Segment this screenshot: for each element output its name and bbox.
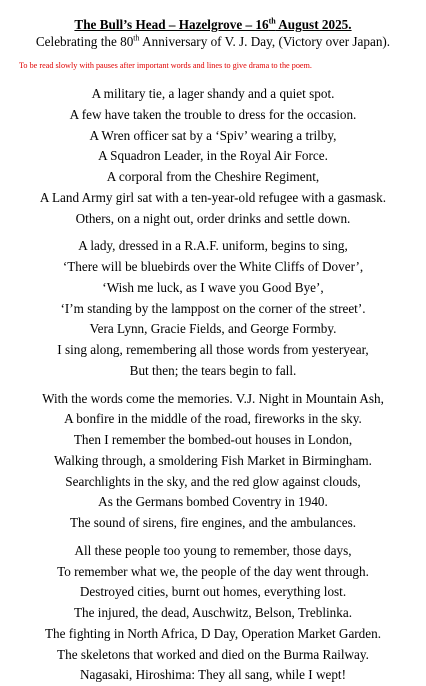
subtitle-post: Anniversary of V. J. Day, (Victory over Japan). — [139, 34, 391, 49]
poem-line: To remember what we, the people of the day went through. — [57, 563, 369, 579]
poem-line: A few have taken the trouble to dress for the occasion. — [69, 106, 357, 122]
poem-line: Then I remember the bombed-out houses in London, — [73, 432, 353, 447]
poem-line: The skeletons that worked and died on the Burma Railway. — [57, 646, 369, 662]
poem-subtitle — [0, 34, 426, 50]
stanza-3 — [0, 389, 426, 534]
poem-line: Nagasaki, Hiroshima: They all sang, while I wept! — [79, 667, 346, 683]
poem-line: The fighting in North Africa, D Day, Operation Market Garden. — [44, 625, 382, 641]
poem-line: Others, on a night out, order drinks and settle down. — [75, 210, 351, 226]
poem-line: I sing along, remembering all those words from yesteryear, — [57, 342, 369, 357]
reading-instruction: To be read slowly with pauses after important words and lines to give drama to the poem. — [19, 61, 312, 70]
poem-line: A Land Army girl sat with a ten-year-old refugee with a gasmask. — [39, 189, 387, 205]
poem-line: ‘Wish me luck, as I wave you Good Bye’, — [102, 279, 324, 295]
subtitle-ordinal: th — [133, 33, 140, 43]
title-main: The Bull’s Head – Hazelgrove – 16 — [74, 17, 269, 32]
poem-line: The sound of sirens, fire engines, and the ambulances. — [69, 515, 356, 530]
poem-line: A military tie, a lager shandy and a quiet spot. — [91, 86, 335, 101]
title-ordinal: th — [268, 16, 276, 26]
title-date-tail: August 2025. — [275, 17, 352, 32]
poem-line: A bonfire in the middle of the road, fireworks in the sky. — [64, 411, 362, 427]
stanza-4 — [0, 541, 426, 686]
poem-line: The injured, the dead, Auschwitz, Belson, Treblinka. — [74, 605, 352, 620]
poem-line: A corporal from the Cheshire Regiment, — [106, 169, 320, 184]
poem-line: Walking through, a smoldering Fish Market in Birmingham. — [54, 452, 372, 468]
poem-line: As the Germans bombed Coventry in 1940. — [98, 494, 328, 510]
poem-line: All these people too young to remember, those days, — [74, 542, 352, 558]
poem-line: ‘There will be bluebirds over the White Cliffs of Dover’, — [62, 259, 364, 274]
poem-line: Searchlights in the sky, and the red glow against clouds, — [65, 473, 361, 489]
poem-line: With the words come the memories. V.J. Night in Mountain Ash, — [42, 390, 384, 406]
subtitle-pre: Celebrating the 80 — [35, 34, 134, 49]
poem-line: A lady, dressed in a R.A.F. uniform, begins to sing, — [78, 238, 348, 254]
poem-line: Destroyed cities, burnt out homes, everything lost. — [79, 584, 347, 600]
poem-line: ‘I’m standing by the lamppost on the corner of the street’. — [60, 300, 366, 316]
poem-title — [0, 17, 426, 33]
poem-line: Vera Lynn, Gracie Fields, and George Formby. — [89, 321, 337, 337]
poem-line: A Squadron Leader, in the Royal Air Force. — [98, 148, 328, 164]
stanza-1 — [0, 84, 426, 229]
poem-line: A Wren officer sat by a ‘Spiv’ wearing a trilby, — [89, 127, 337, 143]
stanza-2 — [0, 236, 426, 381]
poem-line: But then; the tears begin to fall. — [129, 362, 297, 378]
